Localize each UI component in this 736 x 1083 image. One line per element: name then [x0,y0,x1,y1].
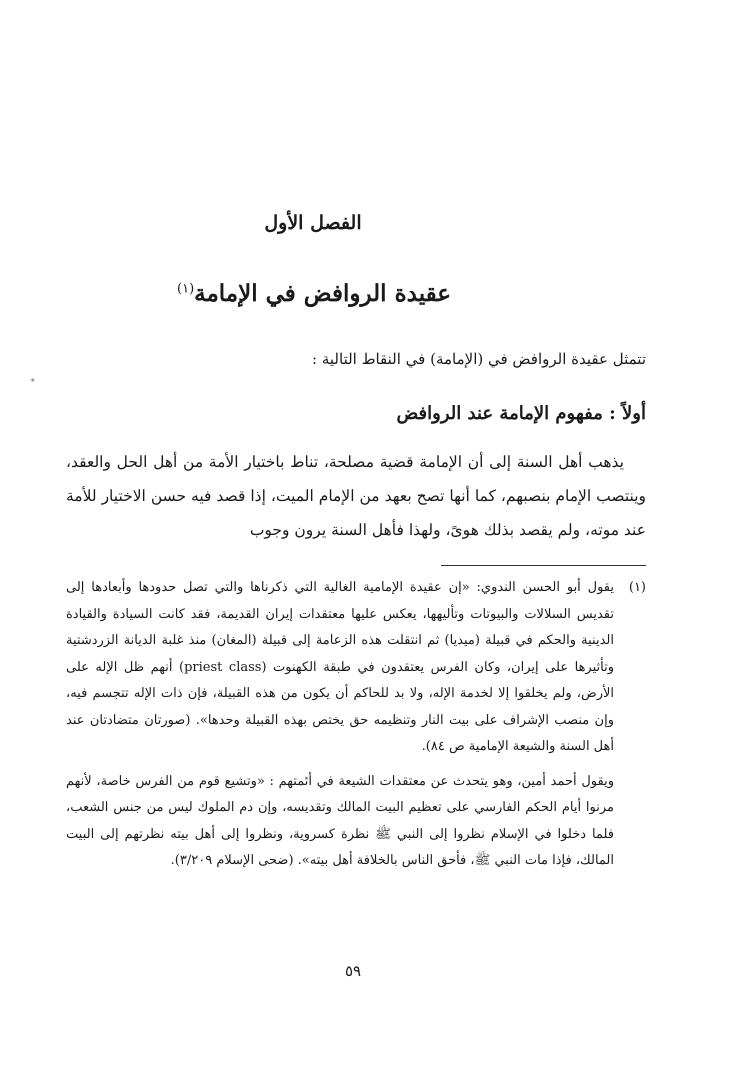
body-paragraph: يذهب أهل السنة إلى أن الإمامة قضية مصلحة، تناط باختيار الأمة من أهل الحل والعقد، وينتصب الإمام بنصبهم، كما أنها تصح بعهد من الإمام الميت، إذا قصد فيه حسن الاختيار للأمة عند موته، ولم يقصد بذلك هوىً، ولهذا فأهل السنة يرون وجوب [66,453,646,539]
footnotes-section [66,575,646,875]
main-title-text: عقيدة الروافض في الإمامة [194,280,451,307]
chapter-title-text: الفصل الأول [264,212,362,234]
main-title [0,280,736,307]
footnote-paragraph-2: ويقول أحمد أمين، وهو يتحدث عن معتقدات الشيعة في أئمتهم : «وتشيع قوم من الفرس خاصة، لأنهم مرنوا أيام الحكم الفارسي على تعظيم البيت المالك وتقديسه، وإن دم الملوك ليس من جنس الشعب، فلما دخلوا في الإسلام نظروا إلى النبي ﷺ نظرة كسروية، ونظروا إلى أهل بيته نظرتهم إلى البيت المالك، فإذا مات النبي ﷺ، فأحق الناس بالخلافة أهل بيته». (ضحى الإسلام ٣/٢٠٩). [66,773,614,868]
intro-sentence: تتمثل عقيدة الروافض في (الإمامة) في النقاط التالية : [312,350,646,368]
chapter-title [0,212,736,234]
body-text [66,445,646,547]
footnote-divider [441,565,646,566]
margin-mark: ٭ [30,375,36,386]
footnote-number: (١) [628,580,646,595]
section-heading: أولاً : مفهوم الإمامة عند الروافض [396,403,646,424]
footnote-item [66,575,646,761]
footnote-paragraph-1: يقول أبو الحسن الندوي: «إن عقيدة الإمامية الغالية التي ذكرناها والتي تصل حدودها وأبعادها إلى تقديس السلالات والبيوتات وتأليهها، يعكس عليها معتقدات إيران القديمة، فقد كانت السيادة والقيادة الدينية والحكم في قبيلة (ميديا) ثم انتقلت هذه الزعامة إلى قبيلة (المغان) منذ غلبة الديانة الزردشتية وتأثيرها على إيران، وكان الفرس يعتقدون في طبقة الكهنوت (priest class) أنهم ظل الإله على الأرض، ولم يخلقوا إلا لخدمة الإله، ولا بد للحاكم أن يكون من هذه القبيلة، فإن ذات الإله تتجسم فيه، وإن منصب الإشراف على بيت النار وتنظيمه حق يختص بهذه القبيلة وحدها». (صورتان متضادتان عند أهل السنة والشيعة الإمامية ص ٨٤). [66,580,614,754]
footnote-reference[interactable]: (١) [177,281,195,297]
page-number: ٥٩ [344,962,362,980]
